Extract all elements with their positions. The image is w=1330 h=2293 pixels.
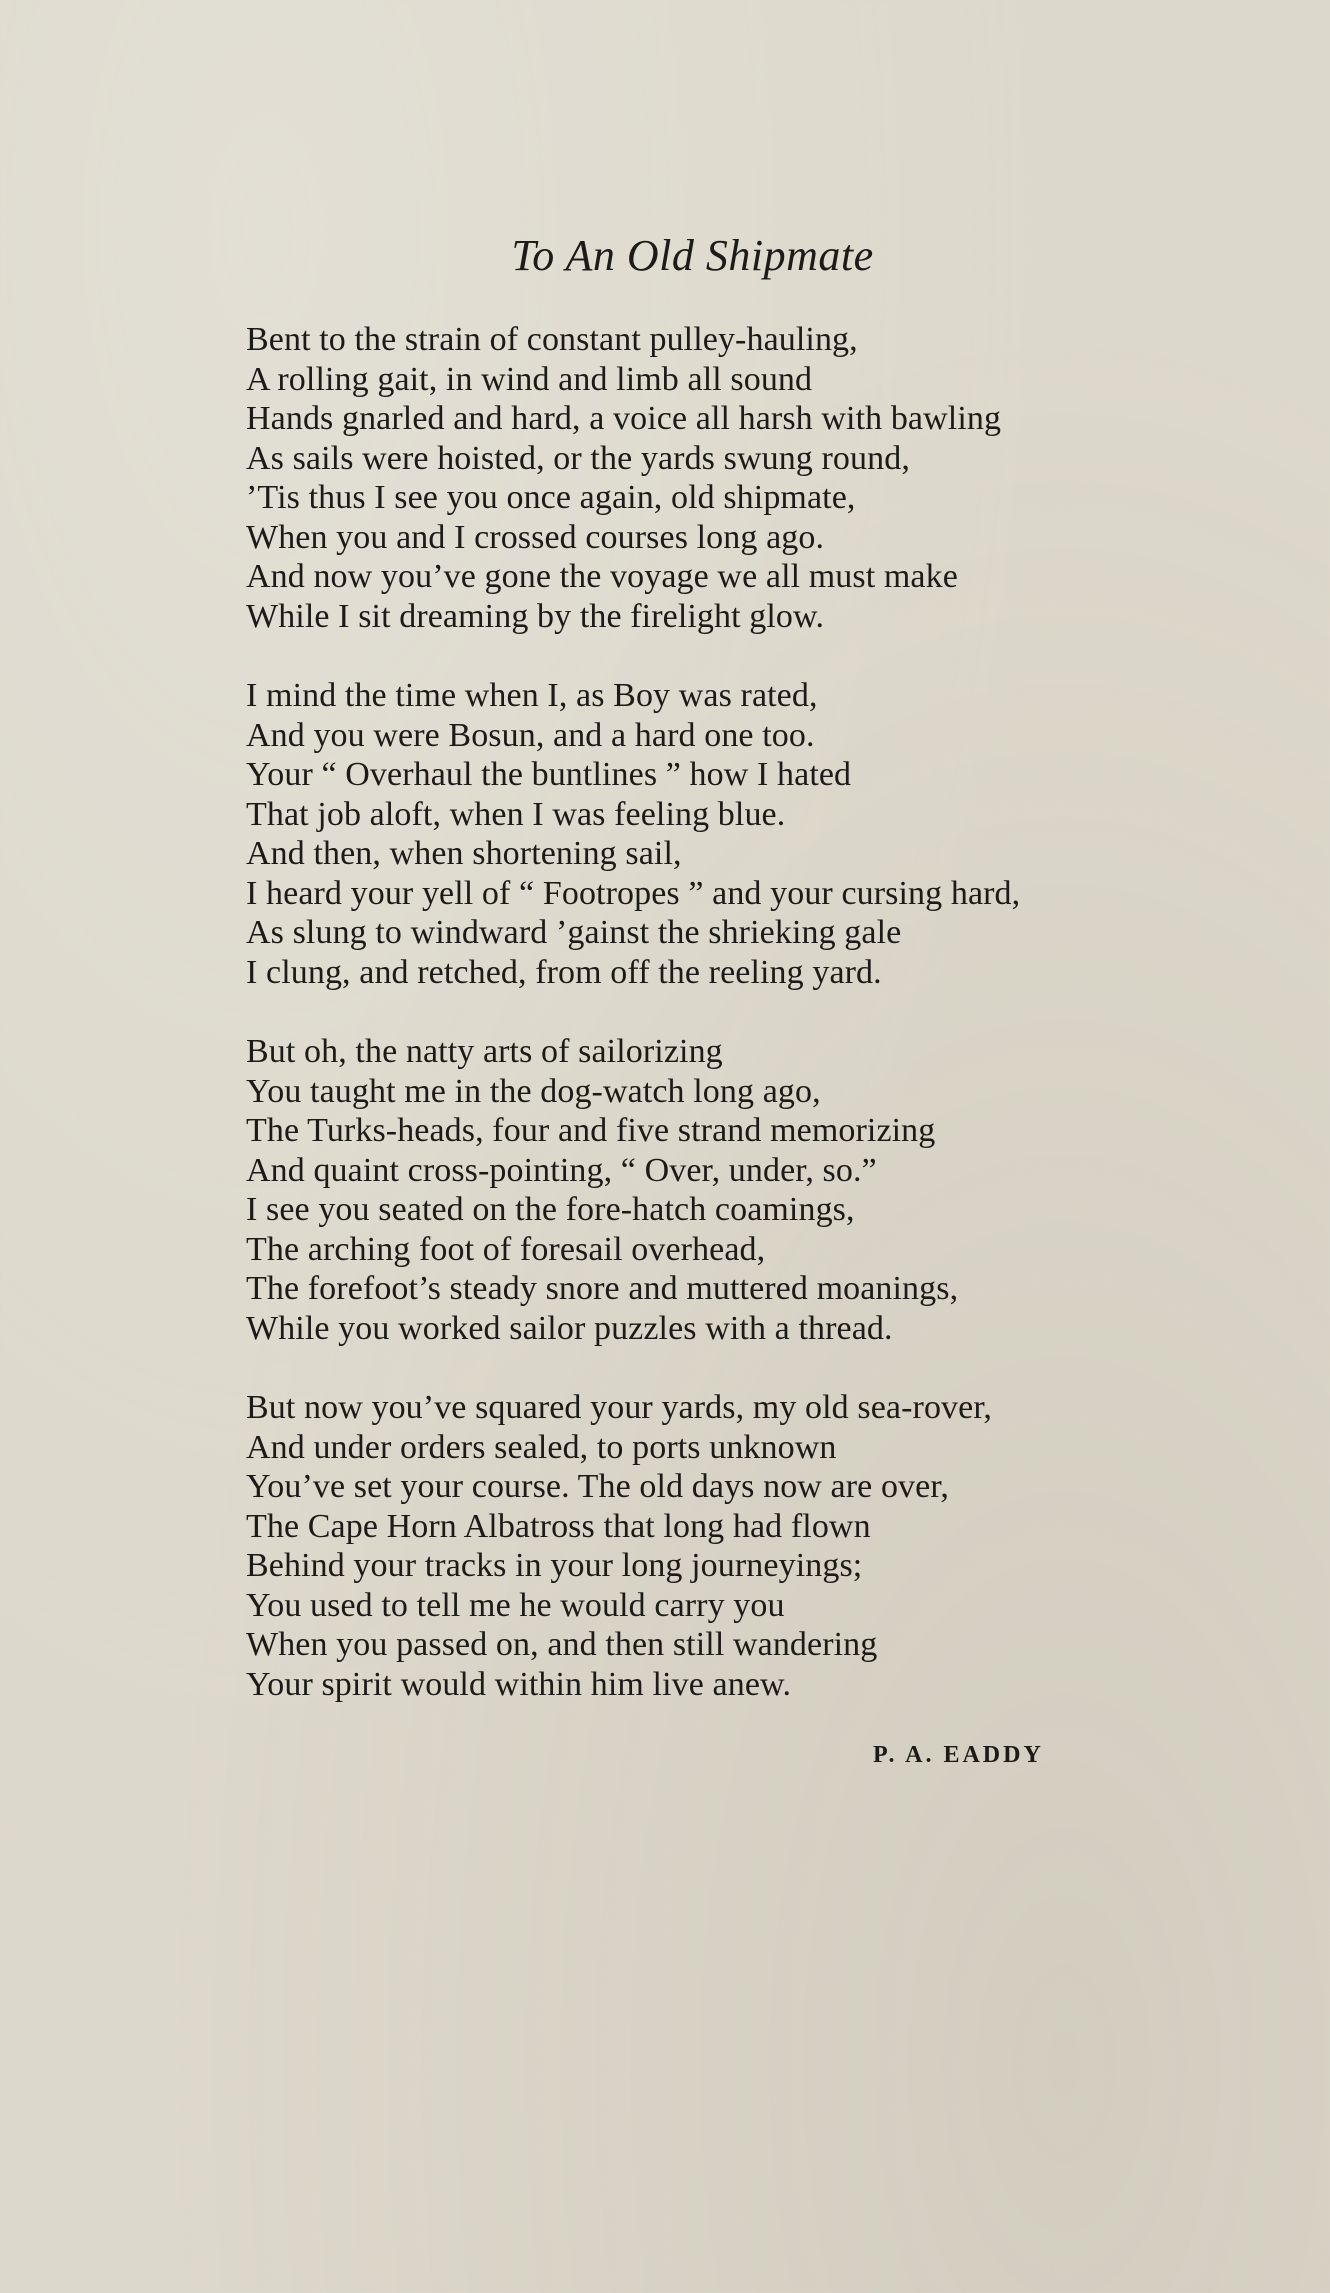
poem-line: That job aloft, when I was feeling blue.	[246, 795, 786, 833]
poem-line: As sails were hoisted, or the yards swung round,	[246, 439, 910, 477]
poem-line: Behind your tracks in your long journeyings;	[246, 1547, 863, 1584]
poem-line: As slung to windward ’gainst the shrieking gale	[246, 914, 902, 951]
poem-line: You used to tell me he would carry you	[246, 1586, 785, 1624]
poem-line: Bent to the strain of constant pulley-hauling,	[246, 321, 858, 358]
poem-body	[246, 320, 1246, 1704]
poem-title: To An Old Shipmate	[511, 231, 874, 280]
poem-line: And quaint cross-pointing, “ Over, under, so.”	[246, 1151, 877, 1189]
stanza-2	[246, 676, 1246, 992]
poem-line: I clung, and retched, from off the reeling yard.	[246, 953, 882, 991]
stanza-3	[246, 1032, 1246, 1348]
poem-line: While I sit dreaming by the firelight glow.	[246, 597, 825, 635]
stanza-4	[246, 1388, 1246, 1704]
author-name: P. A. EADDY	[873, 1742, 1044, 1768]
poem-line: I see you seated on the fore-hatch coamings,	[246, 1191, 855, 1228]
poem-line: You’ve set your course. The old days now are over,	[246, 1468, 950, 1505]
poem-line: Your “ Overhaul the buntlines ” how I hated	[246, 756, 852, 793]
poem-line: But now you’ve squared your yards, my old sea-rover,	[246, 1389, 992, 1426]
poem-line: I mind the time when I, as Boy was rated,	[246, 677, 818, 714]
poem-line: And now you’ve gone the voyage we all must make	[246, 558, 958, 595]
poem-line: The Turks-heads, four and five strand memorizing	[246, 1112, 936, 1149]
poem-line: ’Tis thus I see you once again, old shipmate,	[246, 479, 856, 516]
poem-line: The Cape Horn Albatross that long had flown	[246, 1507, 871, 1545]
poem-line: A rolling gait, in wind and limb all sound	[246, 360, 813, 398]
poem-line: You taught me in the dog-watch long ago,	[246, 1072, 821, 1110]
poem-line: When you and I crossed courses long ago.	[246, 518, 825, 556]
poem-line: While you worked sailor puzzles with a thread.	[246, 1309, 893, 1347]
poem-line: And under orders sealed, to ports unknown	[246, 1428, 837, 1466]
poem-line: I heard your yell of “ Footropes ” and your cursing hard,	[246, 874, 1021, 912]
poem-line: The arching foot of foresail overhead,	[246, 1230, 766, 1268]
stanza-1	[246, 320, 1246, 636]
poem-line: But oh, the natty arts of sailorizing	[246, 1033, 723, 1070]
poem-line: The forefoot’s steady snore and muttered moanings,	[246, 1270, 959, 1307]
poem-line: And then, when shortening sail,	[246, 835, 682, 872]
poem-line: And you were Bosun, and a hard one too.	[246, 716, 815, 754]
poem-line: When you passed on, and then still wandering	[246, 1626, 878, 1663]
poem-line: Hands gnarled and hard, a voice all harsh with bawling	[246, 400, 1002, 437]
poem-line: Your spirit would within him live anew.	[246, 1665, 792, 1703]
